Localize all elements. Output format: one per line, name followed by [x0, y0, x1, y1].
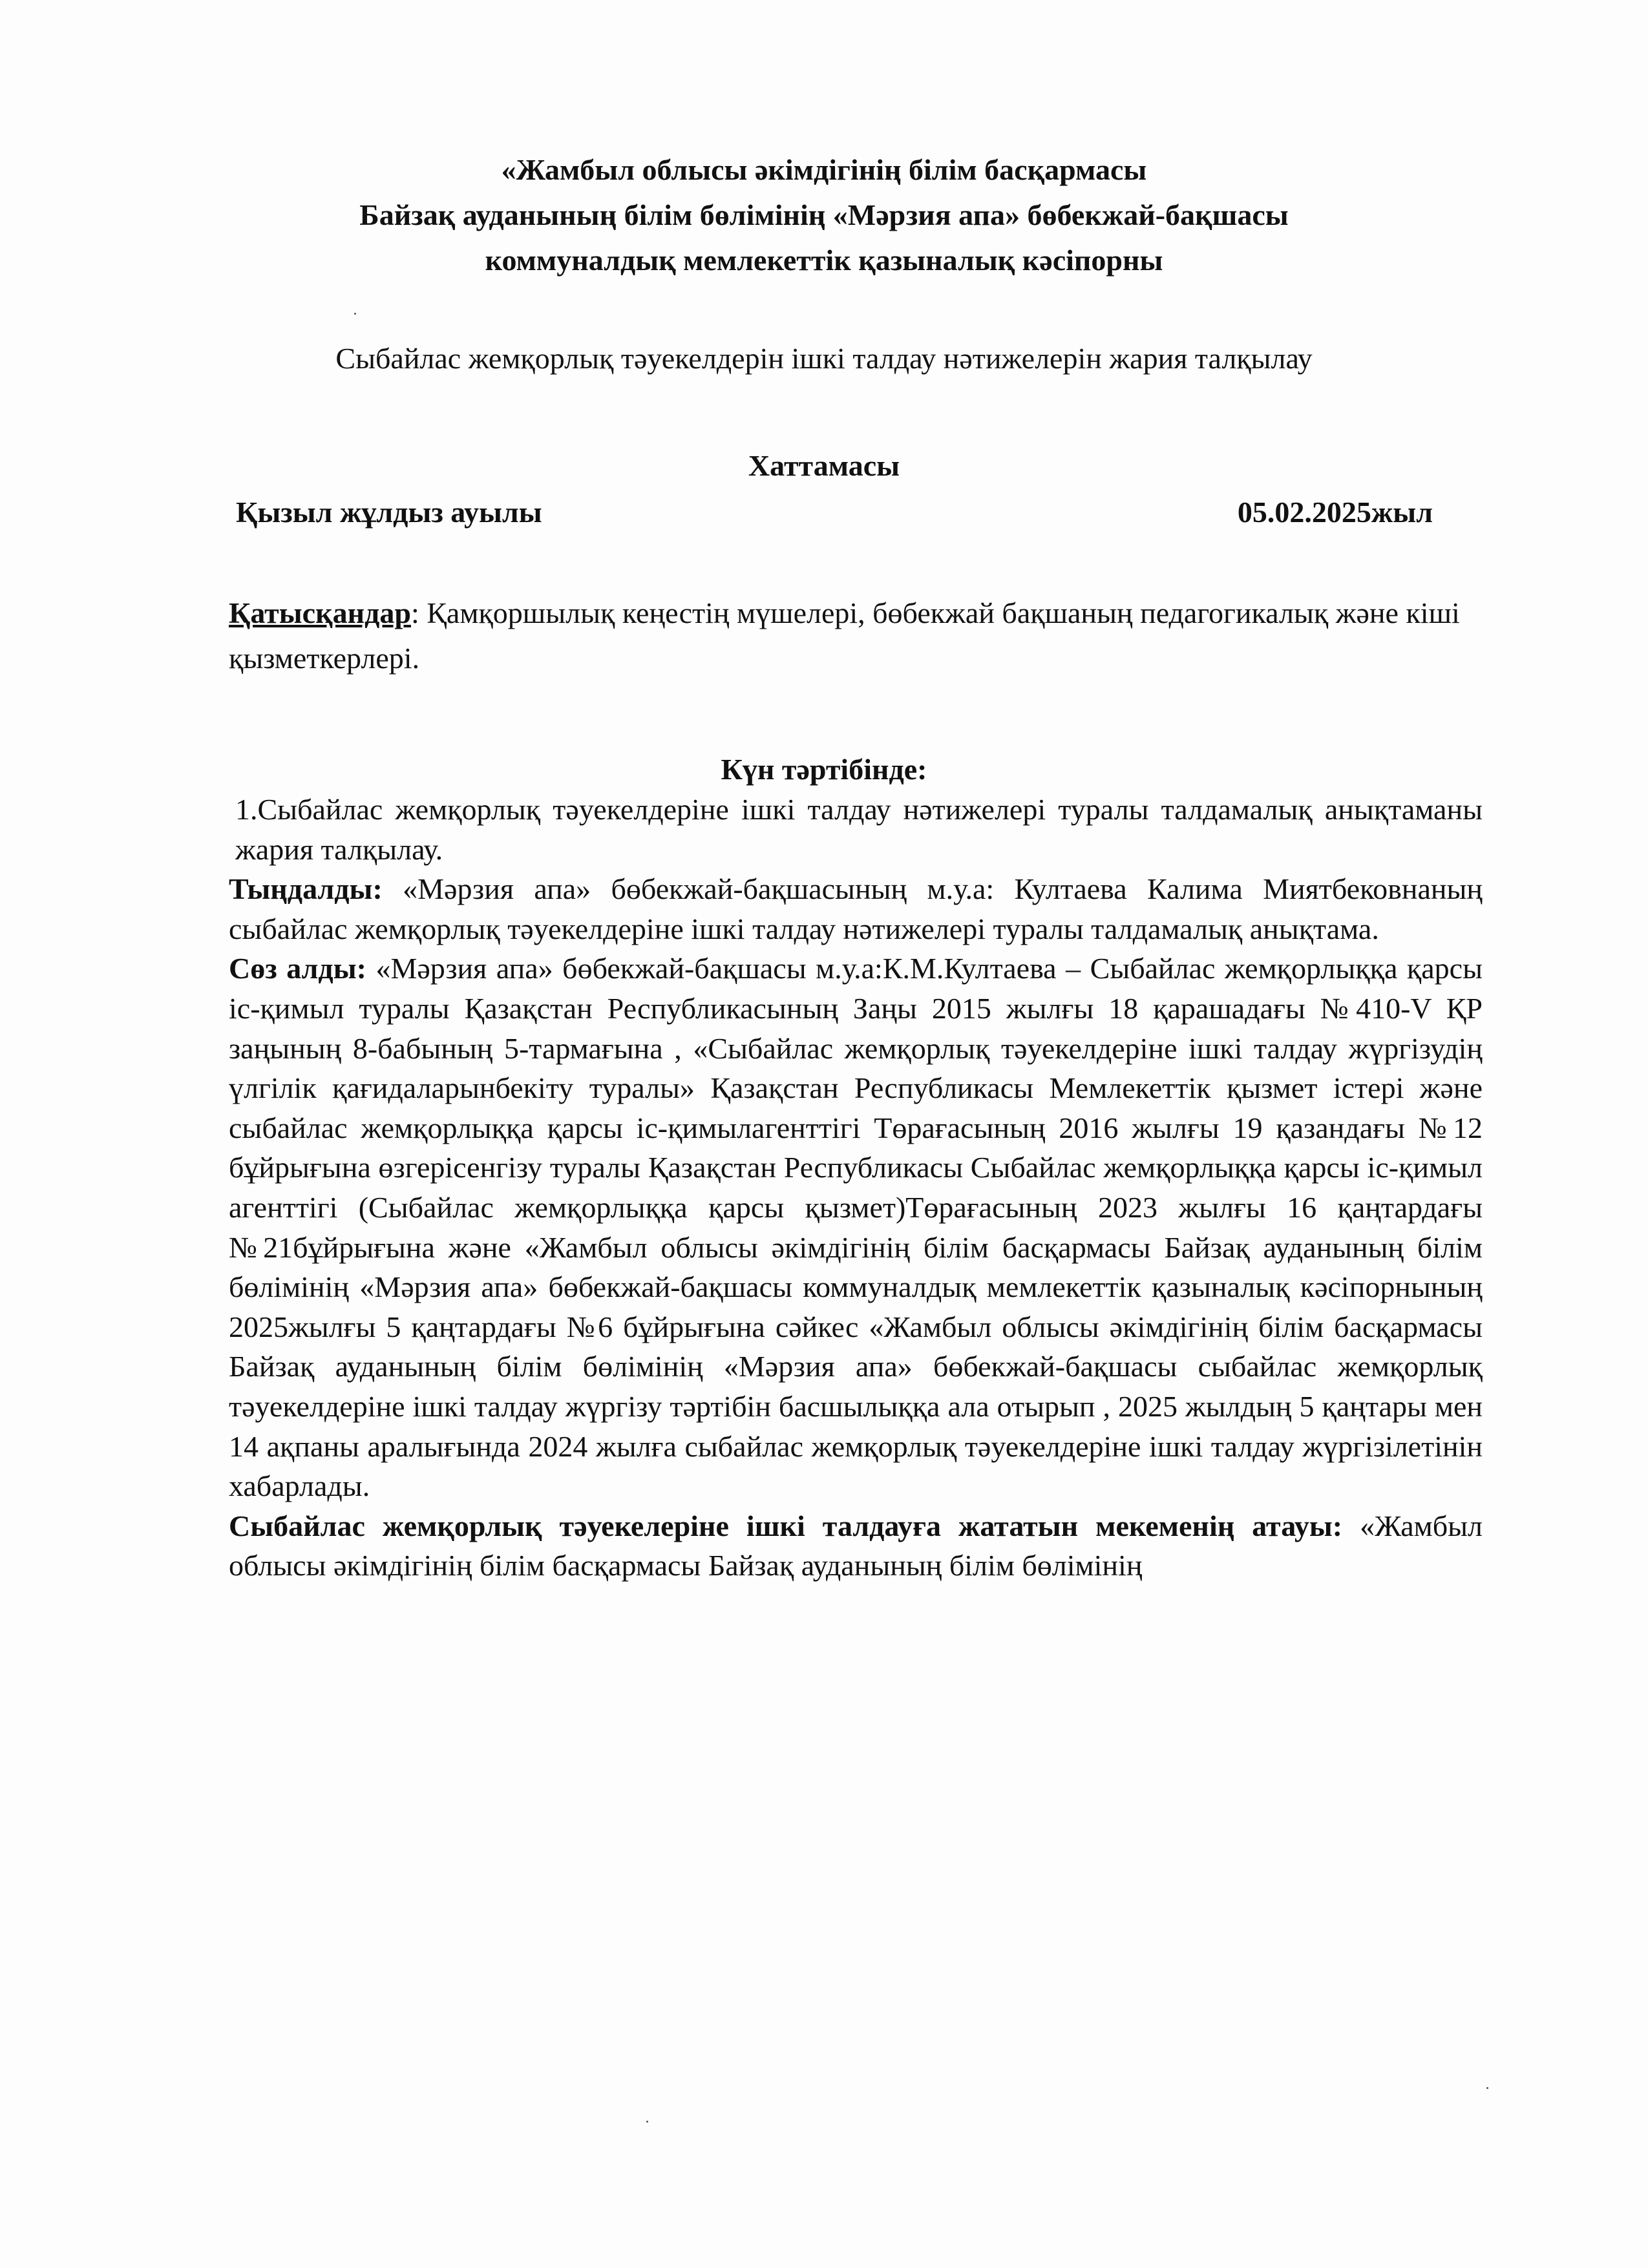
- speech-paragraph: [229, 949, 1483, 1506]
- speech-text: «Мәрзия апа» бөбекжай-бақшасы м.у.а:К.М.Култаева – Сыбайлас жемқорлыққа қарсы іс-қимыл туралы Қазақстан Республикасының Заңы 2015 жылғы 18 қарашадағы №410-V ҚР заңының 8-бабының 5-тармағына , «Сыбайлас жемқорлық тәуекелдеріне ішкі талдау жүргізудің үлгілік қағидаларынбекіту туралы» Қазақстан Республикасы Мемлекеттік қызмет істері және сыбайлас жемқорлыққа қарсы іс-қимылагенттігі Төрағасының 2016 жылғы 19 қазандағы №12 бұйрығына өзгерісенгізу туралы Қазақстан Республикасы Сыбайлас жемқорлыққа қарсы іс-қимыл агенттігі (Сыбайлас жемқорлыққа қарсы қызмет)Төрағасының 2023 жылғы 16 қаңтардағы №21бұйрығына және «Жамбыл облысы әкімдігінің білім басқармасы Байзақ ауданының білім бөлімінің «Мәрзия апа» бөбекжай-бақшасы коммуналдық мемлекеттік қазыналық кәсіпорнының 2025жылғы 5 қаңтардағы №6 бұйрығына сәйкес «Жамбыл облысы әкімдігінің білім басқармасы Байзақ ауданының білім бөлімінің «Мәрзия апа» бөбекжай-бақшасы сыбайлас жемқорлық тәуекелдеріне ішкі талдау жүргізу тәртібін басшылыққа ала отырып , 2025 жылдың 5 қаңтары мен 14 ақпаны аралығында 2024 жылға сыбайлас жемқорлық тәуекелдеріне ішкі талдау жүргізілетінін хабарлады.: [229, 952, 1483, 1503]
- place-date-row: [236, 490, 1433, 535]
- speech-label: Сөз алды:: [229, 952, 366, 985]
- participants-text: : Қамқоршылық кеңестің мүшелері, бөбекжай бақшаның педагогикалық және кіші қызметкерлері.: [229, 596, 1460, 675]
- organization-label: Сыбайлас жемқорлық тәуекелеріне ішкі талдауға жататын мекеменің атауы:: [229, 1509, 1343, 1542]
- protocol-body: [229, 790, 1483, 1586]
- scan-speck: [354, 313, 356, 315]
- header-line-1: «Жамбыл облысы әкімдігінің білім басқармасы: [501, 153, 1147, 186]
- scan-speck: [646, 2121, 648, 2123]
- scan-speck: [1486, 2087, 1488, 2089]
- document-title: Хаттамасы: [748, 449, 900, 482]
- agenda-item-1: 1.Сыбайлас жемқорлық тәуекелдеріне ішкі талдау нәтижелері туралы талдамалық анықтаманы жария талқылау.: [235, 793, 1483, 866]
- organization-header: [194, 147, 1454, 283]
- document-date: 05.02.2025жыл: [1237, 496, 1433, 529]
- heard-label: Тыңдалды:: [229, 872, 383, 906]
- place-name: Қызыл жұлдыз ауылы: [236, 496, 542, 529]
- participants-paragraph: [229, 591, 1476, 681]
- heard-paragraph: [229, 869, 1483, 949]
- participants-label: Қатысқандар: [229, 596, 411, 629]
- header-line-3: коммуналдық мемлекеттік қазыналық кәсіпорны: [485, 244, 1163, 277]
- organization-text: «Жамбыл облысы әкімдігінің білім басқармасы Байзақ ауданының білім бөлімінің: [229, 1509, 1483, 1582]
- agenda-title: Күн тәртібінде:: [721, 753, 927, 786]
- organization-paragraph: [229, 1506, 1483, 1586]
- heard-text: «Мәрзия апа» бөбекжай-бақшасының м.у.а: Култаева Калима Миятбековнаның сыбайлас жемқорлық тәуекелдеріне ішкі талдау нәтижелері туралы талдамалық анықтама.: [229, 872, 1483, 945]
- document-subtitle: Сыбайлас жемқорлық тәуекелдерін ішкі талдау нәтижелерін жария талқылау: [335, 342, 1313, 375]
- header-line-2: Байзақ ауданының білім бөлімінің «Мәрзия апа» бөбекжай-бақшасы: [359, 198, 1289, 231]
